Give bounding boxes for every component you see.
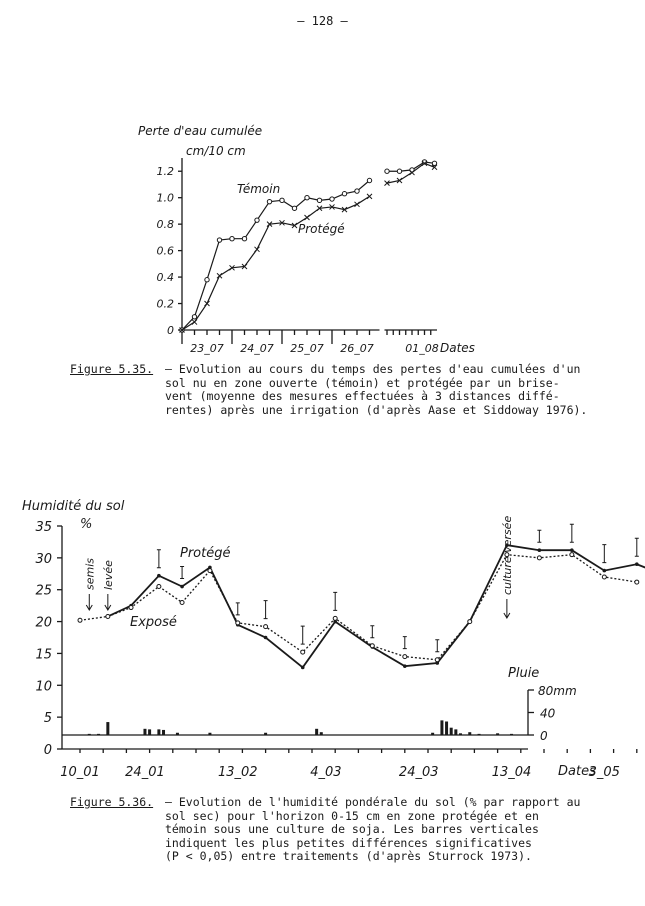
point-protege <box>301 666 305 670</box>
chart1-point-temoin <box>280 198 284 202</box>
chart1-point-temoin <box>292 206 296 210</box>
chart2-rain-bars <box>88 720 513 735</box>
chart1-y-tick-label: 1.0 <box>156 191 174 205</box>
chart1-point-temoin <box>317 198 321 202</box>
rain-bar <box>431 733 434 735</box>
figure-5-35-label: Figure 5.35. <box>70 362 154 376</box>
point-protege <box>264 636 268 640</box>
point-expose <box>236 621 240 625</box>
chart1-point-protege <box>355 202 360 207</box>
soil-moisture-chart <box>0 490 645 790</box>
chart1-point-protege <box>217 273 222 278</box>
figure-5-36-caption <box>70 796 630 876</box>
point-expose <box>570 553 574 557</box>
annotation-arrow <box>504 599 510 618</box>
chart1-point-protege <box>305 215 310 220</box>
rain-bar <box>143 729 146 735</box>
legend-temoin: Témoin <box>237 182 281 196</box>
lsd-bar <box>264 601 268 619</box>
point-expose <box>129 606 133 610</box>
rain-bar <box>97 734 100 735</box>
chart1-point-protege <box>255 247 260 252</box>
chart2-y-tick-label: 35 <box>35 520 52 535</box>
lsd-bar <box>435 640 439 652</box>
figure-5-36-text: – Evolution de l'humidité pondérale du sol (% par rapport au sol sec) pour l'horizon 0-15 cm en zone protégée et en témoin sous une culture de soja. Les barres verticales indiquent les plus petites différences significatives (P < 0,05) entre traitements (d'après Sturrock 1973). <box>165 795 581 864</box>
rain-bar <box>468 732 471 735</box>
rain-bar <box>478 734 481 735</box>
point-protege <box>538 548 542 552</box>
chart1-axes <box>157 158 439 355</box>
rain-bar <box>454 729 457 735</box>
rain-bar <box>208 733 211 735</box>
point-expose <box>208 569 212 573</box>
chart2-y-tick-label: 0 <box>43 743 52 758</box>
lsd-bar <box>157 550 161 568</box>
rain-bar <box>459 733 462 735</box>
chart2-lsd-bars <box>157 524 645 652</box>
lsd-bar <box>236 603 240 615</box>
chart1-point-temoin <box>397 169 401 173</box>
chart1-x-tick-label: 23_07 <box>190 342 224 355</box>
point-expose <box>602 575 606 579</box>
rain-bar <box>264 733 267 735</box>
chart1-y-tick-label: 0.4 <box>156 271 174 285</box>
rain-bar <box>148 729 151 735</box>
chart1-point-protege <box>192 320 197 325</box>
chart1-point-temoin <box>355 189 359 193</box>
point-protege <box>570 548 574 552</box>
annotation-label: levée <box>101 560 115 590</box>
legend-expose: Exposé <box>130 615 177 630</box>
figure-5-36-label: Figure 5.36. <box>70 795 154 809</box>
chart1-x-tick-label: 26_07 <box>340 342 374 355</box>
annotation-label: culture versée <box>500 515 514 595</box>
rain-bar <box>450 728 453 735</box>
point-expose <box>157 585 161 589</box>
chart1-point-temoin <box>385 169 389 173</box>
chart1-y-tick-label: 0.8 <box>156 218 174 232</box>
chart1-xlabel: Dates <box>440 341 475 355</box>
point-protege <box>157 574 161 578</box>
chart1-point-temoin <box>267 199 271 203</box>
chart2-x-tick-label: 13_04 <box>491 765 532 780</box>
lsd-bar <box>301 626 305 644</box>
chart2-rain-tick-label: 40 <box>540 706 556 721</box>
annotation-label: semis <box>83 557 97 590</box>
figure-5-35-caption <box>70 363 630 427</box>
chart2-x-tick-label: 24_03 <box>398 765 439 780</box>
chart2-y-tick-label: 30 <box>35 551 52 567</box>
point-expose <box>106 614 110 618</box>
chart1-point-temoin <box>242 237 246 241</box>
chart1-point-temoin <box>330 197 334 201</box>
chart2-series <box>78 543 645 669</box>
point-protege <box>403 664 407 668</box>
rain-bar <box>440 720 443 735</box>
chart1-y-tick-label: 0.6 <box>156 244 174 258</box>
legend-protege-2: Protégé <box>180 546 231 561</box>
point-expose <box>78 618 82 622</box>
chart2-y-tick-label: 15 <box>35 647 52 663</box>
rain-bar <box>315 729 318 735</box>
rain-bar <box>162 730 165 735</box>
chart1-point-temoin <box>205 278 209 282</box>
chart1-x-tick-label: 25_07 <box>290 342 324 355</box>
rain-bar <box>176 733 179 735</box>
chart2-xlabel: Dates <box>558 764 596 779</box>
chart1-point-protege <box>367 194 372 199</box>
lsd-bar <box>180 567 184 579</box>
figure-5-35-text: – Evolution au cours du temps des pertes d'eau cumulées d'un sol nu en zone ouverte (témoin) et protégée par un brise- vent (moyenne des mesures effectuées à 3 distances diffé- rentes) après une irrigation (d'après Aase et Siddoway 1976). <box>165 362 588 417</box>
chart1-y-tick-label: 0 <box>167 324 174 337</box>
annotation-arrow <box>105 594 111 610</box>
chart2-y-tick-label: 10 <box>35 679 52 695</box>
annotation-arrow <box>86 594 92 610</box>
point-expose <box>333 616 337 620</box>
chart2-y-tick-label: 25 <box>35 583 52 599</box>
lsd-bar <box>635 538 639 556</box>
rain-bar <box>510 734 513 735</box>
point-expose <box>180 600 184 604</box>
chart1-series-line <box>182 196 370 330</box>
chart1-series <box>180 160 438 333</box>
series-protege-line <box>108 545 645 667</box>
chart1-point-temoin <box>367 178 371 182</box>
chart1-point-temoin <box>230 237 234 241</box>
chart1-point-temoin <box>192 315 196 319</box>
chart1-point-protege <box>205 301 210 306</box>
point-expose <box>468 620 472 624</box>
chart1-x-tick-label: 01_08 <box>405 342 439 355</box>
lsd-bar <box>370 626 374 638</box>
lsd-bar <box>537 530 541 542</box>
legend-protege: Protégé <box>298 222 345 236</box>
point-protege <box>180 585 184 589</box>
rain-bar <box>496 733 499 735</box>
chart1-y-tick-label: 1.2 <box>156 165 174 179</box>
chart1-point-temoin <box>305 195 309 199</box>
chart2-annotations <box>83 516 514 618</box>
point-expose <box>635 580 639 584</box>
chart2-x-tick-label: 10_01 <box>60 765 100 780</box>
rain-axis-unit: 80mm <box>538 684 577 698</box>
point-expose <box>537 556 541 560</box>
chart1-y-tick-label: 0.2 <box>156 297 174 311</box>
chart2-x-tick-label: 13_02 <box>217 765 258 780</box>
chart2-x-tick-label: 4_03 <box>310 765 342 780</box>
point-expose <box>264 625 268 629</box>
chart2-ylabel: Humidité du sol <box>22 499 125 514</box>
page-number: — 128 — <box>297 14 348 28</box>
rain-bar <box>445 722 448 736</box>
chart1-point-temoin <box>217 238 221 242</box>
chart2-y-tick-label: 20 <box>35 615 52 631</box>
point-expose <box>403 655 407 659</box>
rain-bar <box>157 729 160 735</box>
lsd-bar <box>333 592 337 610</box>
point-protege <box>603 569 607 573</box>
rain-axis-label: Pluie <box>508 666 540 681</box>
chart1-ylabel: Perte d'eau cumulée <box>138 124 263 138</box>
lsd-bar <box>602 545 606 563</box>
lsd-bar <box>403 637 407 649</box>
chart2-rain-tick-label: 0 <box>540 729 548 743</box>
chart1-point-temoin <box>342 192 346 196</box>
chart2-x-tick-label: 3_05 <box>588 765 620 780</box>
series-expose-line <box>80 555 637 660</box>
rain-bar <box>320 732 323 735</box>
rain-bar <box>106 722 109 735</box>
chart2-x-tick-label: 24_01 <box>125 765 165 780</box>
point-protege <box>635 562 639 566</box>
point-expose <box>301 650 305 654</box>
chart2-y-tick-label: 5 <box>43 711 52 727</box>
rain-bar <box>88 734 91 735</box>
chart2-axes <box>35 520 645 780</box>
chart1-point-temoin <box>432 161 436 165</box>
chart1-yunit: cm/10 cm <box>186 144 246 158</box>
lsd-bar <box>570 524 574 542</box>
chart2-yunit: % <box>80 517 93 532</box>
point-expose <box>435 658 439 662</box>
chart1-x-tick-label: 24_07 <box>240 342 274 355</box>
chart1-point-temoin <box>255 218 259 222</box>
chart1-series-line <box>182 180 370 330</box>
point-expose <box>370 644 374 648</box>
